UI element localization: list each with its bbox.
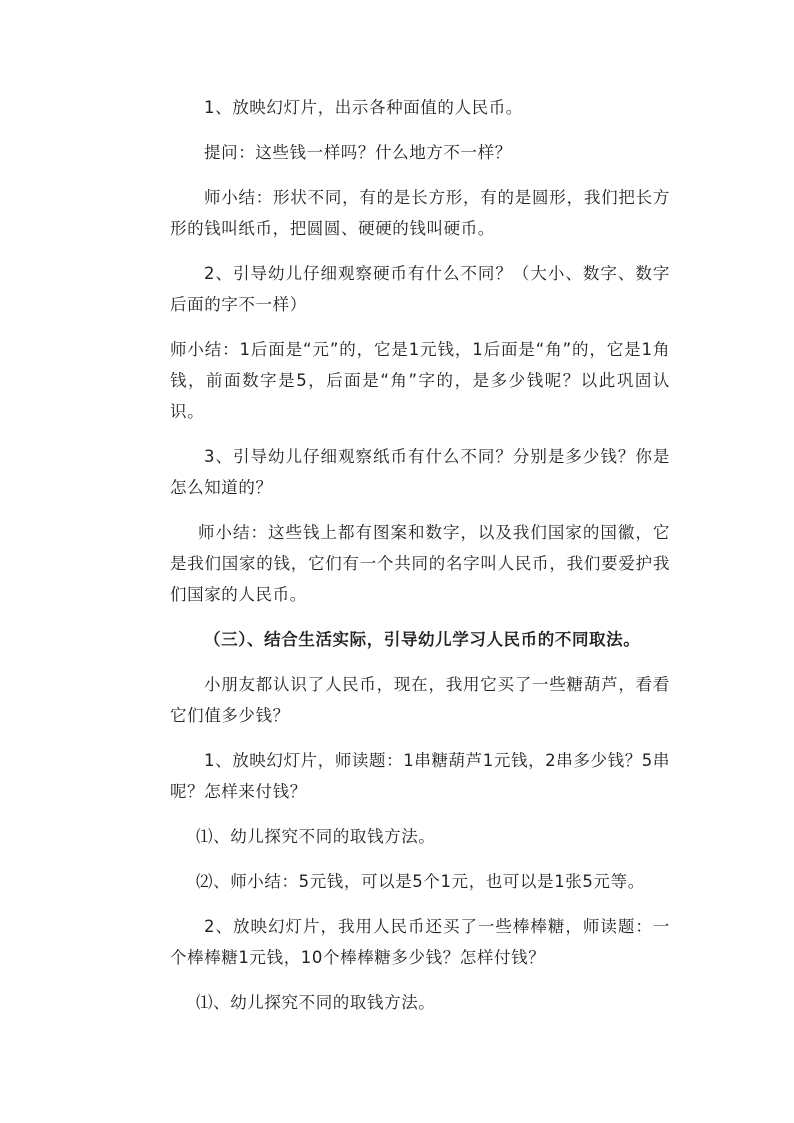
- paragraph-step-2: 2、引导幼儿仔细观察硬币有什么不同？（大小、数字、数字后面的字不一样）: [170, 264, 670, 314]
- paragraph-question: 提问：这些钱一样吗？什么地方不一样？: [204, 143, 512, 162]
- paragraph-summary-notes: 师小结：这些钱上都有图案和数字，以及我们国家的国徽，它是我们国家的钱，它们有一个共同的名字叫人民币，我们要爱护我们国家的人民币。: [170, 523, 670, 604]
- paragraph-task-1-summary: ⑵、师小结：5元钱，可以是5个1元，也可以是1张5元等。: [196, 872, 645, 891]
- paragraph-summary-coins: 师小结：1后面是“元”的，它是1元钱，1后面是“角”的，它是1角钱，前面数字是5，后面是“角”字的，是多少钱呢？以此巩固认识。: [170, 340, 670, 421]
- paragraph-task-2: 2、放映幻灯片，我用人民币还买了一些棒棒糖，师读题：一个棒棒糖1元钱，10个棒棒糖多少钱？怎样付钱？: [170, 917, 670, 967]
- section-heading: （三）、结合生活实际，引导幼儿学习人民币的不同取法。: [204, 630, 641, 649]
- paragraph-intro-candy: 小朋友都认识了人民币，现在，我用它买了一些糖葫芦，看看它们值多少钱？: [170, 675, 670, 725]
- paragraph-task-1: 1、放映幻灯片，师读题：1串糖葫芦1元钱，2串多少钱？5串呢？怎样来付钱？: [170, 751, 670, 801]
- paragraph-step-3: 3、引导幼儿仔细观察纸币有什么不同？分别是多少钱？你是怎么知道的？: [170, 447, 670, 497]
- paragraph-summary-shape: 师小结：形状不同，有的是长方形，有的是圆形，我们把长方形的钱叫纸币，把圆圆、硬硬的钱叫硬币。: [170, 188, 670, 238]
- paragraph-task-2-explore: ⑴、幼儿探究不同的取钱方法。: [196, 993, 436, 1012]
- paragraph-task-1-explore: ⑴、幼儿探究不同的取钱方法。: [196, 827, 436, 846]
- document-body: [170, 92, 670, 1032]
- paragraph-step-1: 1、放映幻灯片，出示各种面值的人民币。: [204, 98, 523, 117]
